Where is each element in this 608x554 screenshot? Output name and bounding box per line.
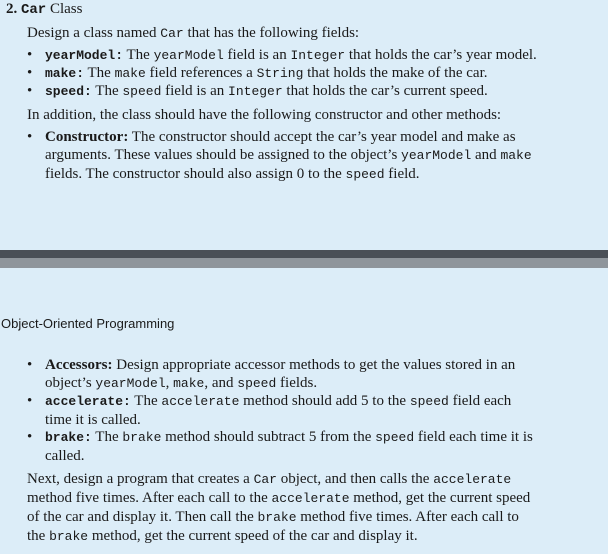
bullet-icon: •	[27, 83, 33, 99]
methods-intro-paragraph: In addition, the class should have the following constructor and other methods:	[27, 107, 502, 123]
bullet-icon: •	[27, 393, 33, 409]
bullet-icon: •	[27, 65, 33, 81]
bullet-icon: •	[27, 129, 33, 145]
running-head: Object-Oriented Programming	[1, 316, 175, 331]
section-number: 2.	[6, 1, 18, 17]
section-title	[6, 1, 82, 18]
bullet-icon: •	[27, 429, 33, 445]
top-page-section: 2. Car Class Design a class named Car that has the following fields: • yearModel: The yearModel field is an Integer that holds the car’s year model. • make: The make field references a String that holds the make of the car. • speed: The speed field is an Integer that holds the car’s current speed. In addition, the class should have the following constructor and other methods: • Constructor: The constructor should accept the car’s year model and make as arguments. These values should be assigned to the object’s yearModel and make fields. The constructor should also assign 0 to the speed field.	[0, 0, 608, 250]
section-title-code: Car	[21, 2, 47, 18]
section-title-text: Class	[49, 1, 83, 17]
bottom-page-section: Object-Oriented Programming • Accessors: Design appropriate accessor methods to get the values stored in an object’s yearModel, make, and speed fields. • accelerate: The accelerate method should add 5 to the speed field each time it is called. • brake: The brake method should subtract 5 from the speed field each time it is called. Next, design a program that creates a Car object, and then calls the accelerate method five times. After each call to the accelerate method, get the current speed of the car and display it. Then call the brake method five times. After each call to the brake method, get the current speed of the car and display it.	[0, 268, 608, 554]
page-divider-dark	[0, 250, 608, 258]
page-divider-light	[0, 258, 608, 268]
program-paragraph: Next, design a program that creates a Car object, and then calls the accelerate method five times. After each call to the accelerate method, get the current speed of the car and display it. Then call the brake method five times. After each call to the brake method, get the current speed of the car and display it.	[27, 471, 531, 544]
bullet-icon: •	[27, 47, 33, 63]
intro-paragraph: Design a class named Car that has the following fields:	[27, 25, 360, 41]
bullet-icon: •	[27, 357, 33, 373]
